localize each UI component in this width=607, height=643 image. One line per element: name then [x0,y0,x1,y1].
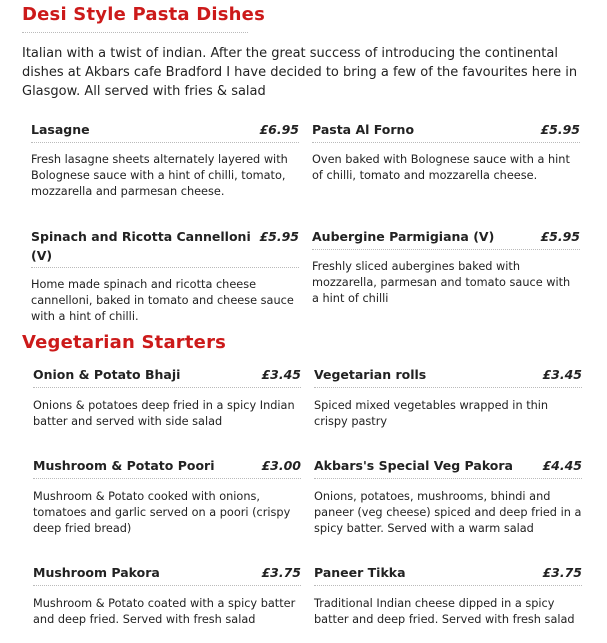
dish-description: Traditional Indian cheese dipped in a spicy batter and deep fried. Served with fresh salad [314,597,575,626]
dish-price: £5.95 [540,229,580,244]
menu-item-lasagne [31,120,299,198]
item-rule [314,478,582,479]
menu-item-paneer-tikka [314,563,582,626]
dish-description: Oven baked with Bolognese sauce with a hint of chilli, tomato and mozzarella cheese. [312,153,570,182]
item-rule [312,249,580,250]
item-rule [312,142,580,143]
dish-price: £4.45 [542,458,582,473]
section-title-pasta: Desi Style Pasta Dishes [22,4,265,25]
dish-description: Onions & potatoes deep fried in a spicy Indian batter and served with side salad [33,399,295,428]
dish-description: Mushroom & Potato cooked with onions, tomatoes and garlic served on a poori (crispy deep fried bread) [33,490,291,535]
dish-name: Paneer Tikka [314,565,406,580]
dish-description: Home made spinach and ricotta cheese cannelloni, baked in tomato and cheese sauce with a hint of chilli. [31,278,294,323]
dish-description: Fresh lasagne sheets alternately layered with Bolognese sauce with a hint of chilli, tomato, mozzarella and parmesan cheese. [31,153,288,198]
dish-price: £3.75 [261,565,301,580]
section-title-veg-starters: Vegetarian Starters [22,332,227,353]
section-title-rule [22,32,248,33]
menu-item-aubergine-parmigiana [312,227,580,305]
menu-item-pasta-al-forno [312,120,580,182]
menu-item-mushroom-potato-poori [33,456,301,535]
menu-item-mushroom-pakora [33,563,301,626]
dish-description: Freshly sliced aubergines baked with mozzarella, parmesan and tomato sauce with a hint of chilli [312,260,571,305]
section-intro: Italian with a twist of indian. After the great success of introducing the continental dishes at Akbars cafe Bradford I have decided to bring a few of the favourites here in Glasgow. All served with fries & salad [22,46,578,99]
item-rule [31,142,299,143]
dish-name: Akbars's Special Veg Pakora [314,458,513,473]
item-rule [314,387,582,388]
dish-price: £6.95 [259,122,299,137]
dish-description: Spiced mixed vegetables wrapped in thin crispy pastry [314,399,549,428]
dish-name: Lasagne [31,122,90,137]
dish-name: Onion & Potato Bhaji [33,367,181,382]
menu-item-onion-potato-bhaji [33,365,301,428]
dish-description: Onions, potatoes, mushrooms, bhindi and paneer (veg cheese) spiced and deep fried in a spicy batter. Served with a warm salad [314,490,582,535]
item-rule [33,478,301,479]
dish-price: £3.00 [261,458,301,473]
dish-name: Aubergine Parmigiana (V) [312,229,495,244]
dish-name: Mushroom & Potato Poori [33,458,215,473]
menu-item-spinach-ricotta-cannelloni [31,227,299,323]
dish-name: Pasta Al Forno [312,122,415,137]
dish-price: £5.95 [259,229,299,244]
dish-name: Spinach and Ricotta Cannelloni (V) [31,229,251,263]
dish-price: £3.45 [542,367,582,382]
item-rule [314,585,582,586]
dish-description: Mushroom & Potato coated with a spicy batter and deep fried. Served with fresh salad [33,597,296,626]
dish-price: £3.45 [261,367,301,382]
item-rule [33,387,301,388]
menu-item-special-veg-pakora [314,456,582,535]
dish-name: Mushroom Pakora [33,565,160,580]
dish-price: £3.75 [542,565,582,580]
menu-item-vegetarian-rolls [314,365,582,428]
dish-price: £5.95 [540,122,580,137]
item-rule [33,585,301,586]
item-rule [31,267,299,268]
dish-name: Vegetarian rolls [314,367,427,382]
